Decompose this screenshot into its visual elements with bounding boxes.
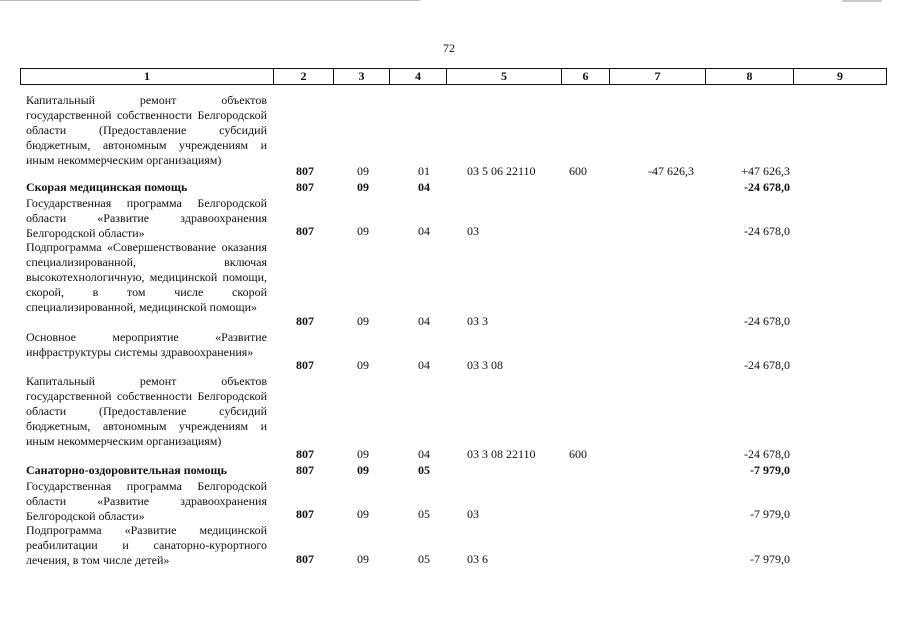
cell-col-3: 09 xyxy=(357,447,369,461)
cell-col-2: 807 xyxy=(296,224,314,238)
cell-col-8: -7 979,0 xyxy=(750,463,790,477)
cell-col-3: 09 xyxy=(357,314,369,328)
cell-col-8: -24 678,0 xyxy=(744,314,790,328)
cell-col-3: 09 xyxy=(357,358,369,372)
cell-col-3: 09 xyxy=(357,552,369,566)
cell-col-5: 03 5 06 22110 xyxy=(467,164,536,178)
cell-col-4: 05 xyxy=(418,552,430,566)
cell-col-4: 04 xyxy=(418,358,430,372)
header-col-9: 9 xyxy=(793,68,887,85)
header-col-7: 7 xyxy=(609,68,705,85)
cell-col-8: -24 678,0 xyxy=(744,224,790,238)
row-description: Капитальный ремонт объектов государственной собственности Белгородской области (Предоставление субсидий бюджетным, автономным учреждениям и иным некоммерческим организациям) xyxy=(26,93,267,167)
header-col-1: 1 xyxy=(20,68,273,85)
cell-col-2: 807 xyxy=(296,507,314,521)
cell-col-3: 09 xyxy=(357,463,369,477)
cell-col-8: -7 979,0 xyxy=(750,507,790,521)
cell-col-2: 807 xyxy=(296,164,314,178)
cell-col-8: -24 678,0 xyxy=(744,180,790,194)
cell-col-2: 807 xyxy=(296,180,314,194)
cell-col-3: 09 xyxy=(357,164,369,178)
cell-col-5: 03 6 xyxy=(467,552,488,566)
header-col-5: 5 xyxy=(446,68,561,85)
cell-col-8: -24 678,0 xyxy=(744,447,790,461)
cell-col-4: 04 xyxy=(418,224,430,238)
row-description: Подпрограмма «Развитие медицинской реабилитации и санаторно-курортного лечения, в том числе детей» xyxy=(26,523,267,567)
cell-col-4: 05 xyxy=(418,463,430,477)
cell-col-8: -7 979,0 xyxy=(750,552,790,566)
header-col-2: 2 xyxy=(273,68,333,85)
cell-col-8: +47 626,3 xyxy=(741,164,790,178)
cell-col-4: 04 xyxy=(418,314,430,328)
cell-col-2: 807 xyxy=(296,463,314,477)
scan-top-edge-right xyxy=(842,0,882,2)
cell-col-7: -47 626,3 xyxy=(648,164,694,178)
cell-col-3: 09 xyxy=(357,507,369,521)
header-col-4: 4 xyxy=(389,68,446,85)
cell-col-3: 09 xyxy=(357,180,369,194)
row-description: Скорая медицинская помощь xyxy=(26,180,188,194)
row-description: Санаторно-оздоровительная помощь xyxy=(26,463,227,477)
cell-col-4: 04 xyxy=(418,447,430,461)
cell-col-6: 600 xyxy=(569,447,587,461)
row-description: Капитальный ремонт объектов государственной собственности Белгородской области (Предоставление субсидий бюджетным, автономным учреждениям и иным некоммерческим организациям) xyxy=(26,374,267,448)
cell-col-4: 01 xyxy=(418,164,430,178)
cell-col-5: 03 3 xyxy=(467,314,488,328)
cell-col-5: 03 3 08 22110 xyxy=(467,447,536,461)
cell-col-2: 807 xyxy=(296,358,314,372)
cell-col-5: 03 xyxy=(467,224,479,238)
cell-col-2: 807 xyxy=(296,314,314,328)
cell-col-2: 807 xyxy=(296,552,314,566)
cell-col-6: 600 xyxy=(569,164,587,178)
cell-col-2: 807 xyxy=(296,447,314,461)
cell-col-4: 04 xyxy=(418,180,430,194)
header-col-6: 6 xyxy=(561,68,609,85)
cell-col-5: 03 xyxy=(467,507,479,521)
header-col-3: 3 xyxy=(333,68,389,85)
cell-col-3: 09 xyxy=(357,224,369,238)
cell-col-4: 05 xyxy=(418,507,430,521)
row-description: Государственная программа Белгородской области «Развитие здравоохранения Белгородской области» xyxy=(26,479,267,523)
scan-top-edge xyxy=(0,0,420,1)
cell-col-5: 03 3 08 xyxy=(467,358,503,372)
row-description: Государственная программа Белгородской области «Развитие здравоохранения Белгородской области» xyxy=(26,196,267,240)
row-description: Основное мероприятие «Развитие инфраструктуры системы здравоохранения» xyxy=(26,330,267,359)
page-number: 72 xyxy=(443,41,455,55)
row-description: Подпрограмма «Совершенствование оказания специализированной, включая высокотехнологичную, медицинской помощи, скорой, в том числе скорой специализированной, медицинской помощи» xyxy=(26,240,267,314)
cell-col-8: -24 678,0 xyxy=(744,358,790,372)
header-col-8: 8 xyxy=(705,68,793,85)
